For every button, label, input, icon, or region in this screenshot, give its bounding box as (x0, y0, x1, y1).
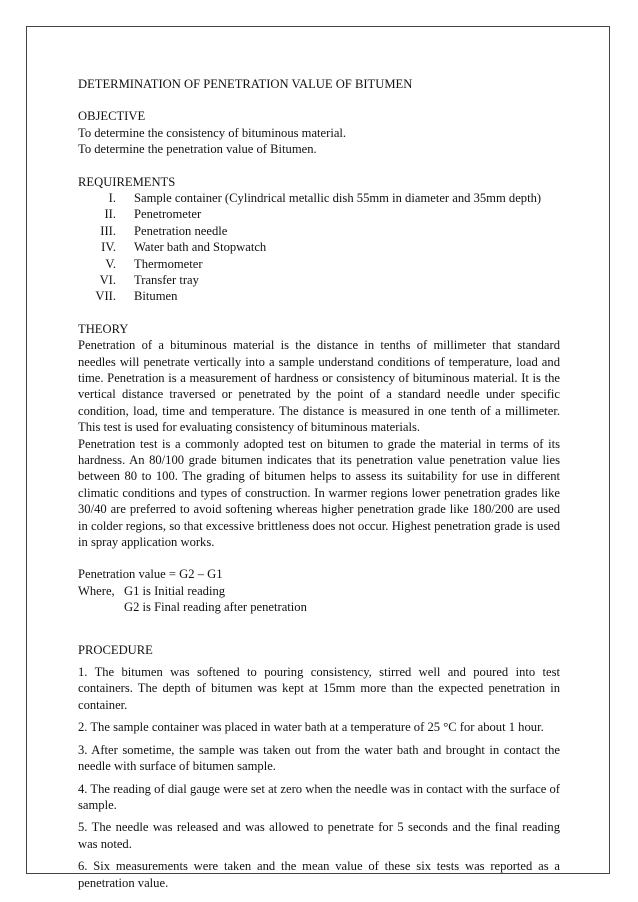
item-number: I. (108, 191, 116, 206)
requirements-list (78, 190, 560, 305)
item-text: Transfer tray (134, 272, 199, 287)
procedure-step: 4. The reading of dial gauge were set at zero when the needle was in contact with the surface of sample. (78, 781, 560, 812)
objective-heading: OBJECTIVE (78, 109, 146, 124)
procedure-step: 2. The sample container was placed in water bath at a temperature of 25 °C for about 1 hour. (78, 720, 544, 735)
list-item (78, 206, 560, 222)
objective-line: To determine the penetration value of Bitumen. (78, 142, 317, 157)
procedure-step: 6. Six measurements were taken and the mean value of these six tests was reported as a penetration value. (78, 859, 560, 890)
list-item (78, 272, 560, 288)
theory-paragraph: Penetration of a bituminous material is the distance in tenths of millimeter that standard needles will penetrate vertically into a sample understand conditions of temperature, load and time. Penetration is a measurement of hardness or consistency of bituminous material. It is the vertical distance traversed or penetrated by the point of a standard needle under specific condition, load, time and temperature. The distance is measured in one tenth of a millimeter. This test is used for evaluating consistency of bituminous materials. (78, 338, 560, 435)
item-text: Sample container (Cylindrical metallic dish 55mm in diameter and 35mm depth) (134, 191, 542, 206)
item-number: V. (105, 256, 116, 271)
list-item (78, 256, 560, 272)
item-text: Penetration needle (134, 223, 228, 238)
formula-equation: Penetration value = G2 – G1 (78, 567, 223, 582)
requirements-heading: REQUIREMENTS (78, 174, 176, 189)
formula-where (78, 583, 560, 599)
procedure-section (78, 642, 560, 891)
theory-heading: THEORY (78, 321, 129, 336)
item-text: Thermometer (134, 256, 203, 271)
item-number: II. (104, 207, 116, 222)
procedure-step: 1. The bitumen was softened to pouring consistency, stirred well and poured into test containers. The depth of bitumen was kept at 15mm more than the expected penetration in container. (78, 665, 560, 712)
list-item (78, 190, 560, 206)
item-number: IV. (101, 240, 116, 255)
procedure-step: 5. The needle was released and was allowed to penetrate for 5 seconds and the final reading was noted. (78, 820, 560, 851)
document-body (78, 76, 560, 891)
g1-definition: G1 is Initial reading (124, 583, 226, 598)
item-text: Penetrometer (134, 207, 202, 222)
where-label: Where, (78, 583, 115, 598)
item-text: Water bath and Stopwatch (134, 240, 267, 255)
list-item (78, 223, 560, 239)
list-item (78, 288, 560, 304)
objective-section (78, 108, 560, 157)
procedure-heading: PROCEDURE (78, 642, 153, 657)
formula-section (78, 566, 560, 615)
requirements-section (78, 174, 560, 305)
item-number: III. (100, 223, 116, 238)
item-text: Bitumen (134, 289, 178, 304)
theory-paragraph: Penetration test is a commonly adopted test on bitumen to grade the material in terms of its hardness. An 80/100 grade bitumen indicates that its penetration value penetration value lies between 80 to 100. The grading of bitumen helps to assess its suitability for use in different climatic conditions and types of construction. In warmer regions lower penetration grades like 30/40 are preferred to avoid softening whereas higher penetration grade like 180/200 are used in colder regions, so that excessive brittleness does not occur. Highest penetration grade is used in spray application works. (78, 436, 560, 550)
g2-definition: G2 is Final reading after penetration (124, 600, 307, 615)
theory-section (78, 321, 560, 551)
document-title: DETERMINATION OF PENETRATION VALUE OF BITUMEN (78, 77, 413, 91)
procedure-step: 3. After sometime, the sample was taken out from the water bath and brought in contact the needle with surface of bitumen sample. (78, 742, 560, 774)
objective-line: To determine the consistency of bituminous material. (78, 125, 347, 140)
item-number: VII. (95, 289, 116, 304)
list-item (78, 239, 560, 255)
item-number: VI. (99, 272, 116, 287)
